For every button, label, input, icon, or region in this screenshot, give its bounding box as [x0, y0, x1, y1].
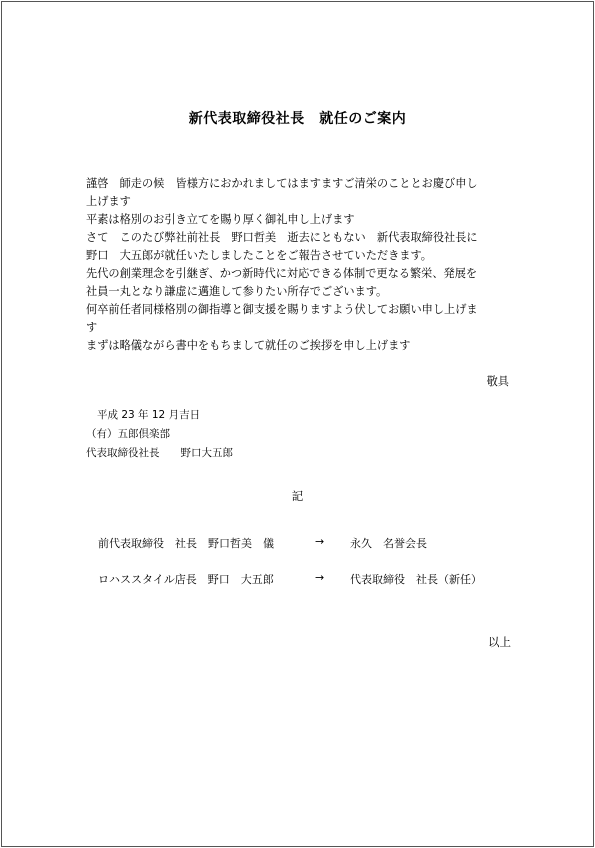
change-to: 代表取締役 社長（新任）	[350, 573, 482, 586]
ki-heading: 記	[291, 489, 304, 503]
arrow-icon: →	[315, 535, 325, 548]
closing-ijo: 以上	[488, 635, 511, 649]
signer-name: 代表取締役社長 野口大五郎	[86, 447, 233, 459]
company-name: （有）五郎倶楽部	[86, 428, 170, 440]
closing-keigu: 敬具	[486, 375, 509, 388]
body-line: さて このたび弊社前社長 野口哲美 逝去にともない 新代表取締役社長に	[86, 231, 478, 244]
body-line: 謹啓 師走の候 皆様方におかれましてはますますご清栄のこととお慶び申し	[86, 177, 478, 190]
body-line: まずは略儀ながら書中をもちまして就任のご挨拶を申し上げます	[86, 339, 411, 352]
change-from: ロハススタイル店長 野口 大五郎	[98, 573, 274, 586]
letter-body	[86, 175, 526, 355]
body-line: す	[86, 321, 98, 334]
change-from: 前代表取締役 社長 野口哲美 儀	[98, 537, 274, 550]
body-line: 社員一丸となり謙虚に邁進して参りたい所存でございます。	[86, 285, 388, 298]
document-title: 新代表取締役社長 就任のご案内	[188, 111, 407, 127]
body-line: 平素は格別のお引き立てを賜り厚く御礼申し上げます	[86, 213, 355, 226]
body-line: 上げます	[86, 195, 131, 208]
body-line: 野口 大五郎が就任いたしましたことをご報告させていただきます。	[86, 249, 432, 262]
body-line: 先代の創業理念を引継ぎ、かつ新時代に対応できる体制で更なる繁栄、発展を	[86, 267, 478, 280]
date-line: 平成 23 年 12 月吉日	[97, 409, 201, 421]
arrow-icon: →	[315, 571, 325, 584]
change-to: 永久 名誉会長	[350, 537, 427, 550]
body-line: 何卒前任者同様格別の御指導と御支援を賜りますよう伏してお願い申し上げま	[86, 303, 478, 316]
